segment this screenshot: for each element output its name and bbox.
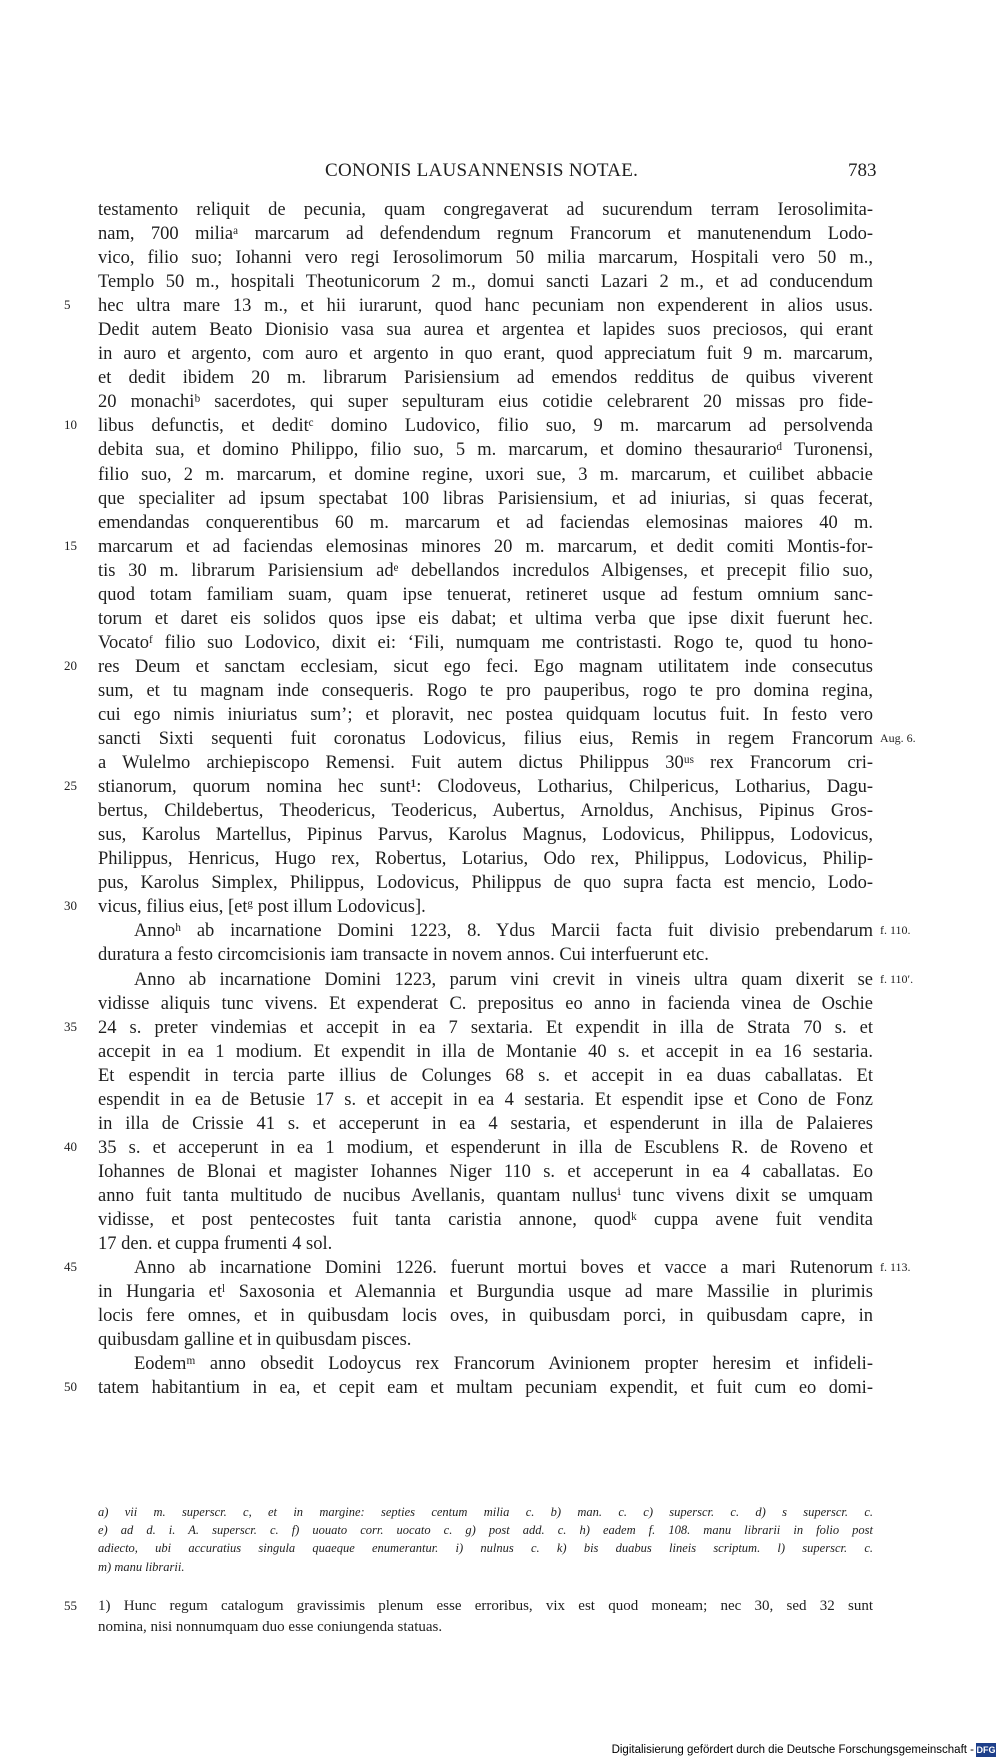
- text-line: [0, 1376, 1000, 1400]
- line-text: torum et daret eis solidos quos ipse eis dabat; et ultima verba que ipse dixit fuerunt hec.: [98, 608, 873, 629]
- text-line: [0, 943, 1000, 967]
- textual-notes: [98, 1503, 873, 1576]
- line-text: duratura a festo circomcisionis iam transacte in novem annos. Cui interfuerunt etc.: [98, 945, 709, 966]
- text-line: [0, 751, 1000, 775]
- line-text: nam, 700 miliaᵃ marcarum ad defendendum regnum Francorum et manutenendum Lodo-: [98, 224, 873, 245]
- line-text: emendandas conquerentibus 60 m. marcarum et ad faciendas elemosinas maiores 40 m.: [98, 512, 873, 533]
- text-line: [0, 679, 1000, 703]
- text-line: [0, 919, 1000, 943]
- line-text: 24 s. preter vindemias et accepit in ea 7 sextaria. Et expendit in illa de Strata 70 s. et: [98, 1017, 873, 1038]
- line-text: Vocatoᶠ filio suo Lodovico, dixit ei: ‘Fili, numquam me contristasti. Rogo te, quod tu hono-: [98, 632, 873, 653]
- line-text: Anno ab incarnatione Domini 1223, parum vini crevit in vineis ultra quam dixerit se: [134, 969, 873, 990]
- text-line: [0, 390, 1000, 414]
- line-text: in auro et argento, com auro et argento in quo erant, quod appreciatum fuit 9 m. marcarum,: [98, 344, 873, 365]
- line-text: marcarum et ad faciendas elemosinas minores 20 m. marcarum, et dedit comiti Montis-for-: [98, 536, 873, 557]
- text-line: [0, 703, 1000, 727]
- text-line: [0, 342, 1000, 366]
- line-text: vicus, filius eius, [etᵍ post illum Lodovicus].: [98, 897, 426, 918]
- digitization-credit-bar: [0, 1742, 1000, 1761]
- line-text: locis fere omnes, et in quibusdam locis oves, in quibusdam porci, in quibusdam capre, in: [98, 1306, 873, 1327]
- line-number: 55: [64, 1598, 77, 1613]
- line-text: vidisse aliquis tunc vivens. Et expenderat C. prepositus eo anno in facienda vinea de Oschie: [98, 993, 873, 1014]
- margin-note: f. 110.: [880, 923, 911, 938]
- line-text: quod totam familiam suam, quam ipse tenuerat, retineret usque ad festum omnium sanc-: [98, 584, 873, 605]
- text-line: [0, 270, 1000, 294]
- text-line: [0, 511, 1000, 535]
- text-line: [0, 655, 1000, 679]
- text-line: [0, 1016, 1000, 1040]
- text-line: [0, 1040, 1000, 1064]
- line-text: Dedit autem Beato Dionisio vasa sua aurea et argentea et lapides suos preciosos, qui erant: [98, 320, 873, 341]
- footnote-line: [0, 1596, 1000, 1617]
- page-number: 783: [848, 160, 877, 181]
- text-line: [0, 1136, 1000, 1160]
- text-line: [0, 799, 1000, 823]
- footnote-text: nomina, nisi nonnumquam duo esse coniungenda statuas.: [98, 1619, 443, 1635]
- line-text: tatem habitantium in ea, et cepit eam et multam pecuniam expendit, et fuit cum eo domi-: [98, 1378, 873, 1399]
- margin-note: f. 110′.: [880, 971, 914, 986]
- text-line: [0, 1352, 1000, 1376]
- line-text: in illa de Crissie 41 s. et acceperunt in ea 4 sestaria, et espenderunt in illa de Palaieres: [98, 1113, 873, 1134]
- line-text: sum, et tu magnam inde consequeris. Rogo te pro pauperibus, rogo te pro domina regina,: [98, 680, 873, 701]
- text-line: [0, 463, 1000, 487]
- margin-note: Aug. 6.: [880, 731, 916, 746]
- line-text: sus, Karolus Martellus, Pipinus Parvus, Karolus Magnus, Lodovicus, Philippus, Lodovicus,: [98, 825, 873, 846]
- line-text: debita sua, et domino Philippo, filio suo, 5 m. marcarum, et domino thesaurarioᵈ Turonensi,: [98, 440, 873, 461]
- line-number: 20: [64, 657, 77, 673]
- footnote: [0, 1596, 1000, 1638]
- text-line: [0, 823, 1000, 847]
- line-text: 20 monachiᵇ sacerdotes, qui super sepulturam eius cotidie celebrarent 20 missas pro fide-: [98, 392, 873, 413]
- line-text: bertus, Childebertus, Theodericus, Teodericus, Aubertus, Arnoldus, Anchisus, Pipinus Gros-: [98, 801, 873, 822]
- dfg-logo: DFG: [976, 1745, 996, 1755]
- line-text: vico, filio suo; Iohanni vero regi Ierosolimorum 50 milia marcarum, Hospitali vero 50 m.,: [98, 248, 873, 269]
- text-line: [0, 895, 1000, 919]
- text-line: [0, 318, 1000, 342]
- line-text: libus defunctis, et deditᶜ domino Ludovico, filio suo, 9 m. marcarum ad persolvenda: [98, 416, 873, 437]
- running-title: CONONIS LAUSANNENSIS NOTAE.: [325, 160, 639, 181]
- line-number: 50: [64, 1379, 77, 1395]
- text-line: [0, 992, 1000, 1016]
- line-text: accepit in ea 1 modium. Et expendit in illa de Montanie 40 s. et accepit in ea 16 sestaria.: [98, 1041, 873, 1062]
- text-line: [0, 775, 1000, 799]
- text-line: [0, 1208, 1000, 1232]
- text-line: [0, 583, 1000, 607]
- text-line: [0, 198, 1000, 222]
- line-text: cui ego nimis iniuriatus sum’; et ploravit, nec postea quidquam locutus fuit. In festo vero: [98, 704, 873, 725]
- text-line: [0, 246, 1000, 270]
- text-line: [0, 366, 1000, 390]
- text-line: [0, 1064, 1000, 1088]
- line-text: pus, Karolus Simplex, Philippus, Lodovicus, Philippus de quo supra facta est mencio, Lodo-: [98, 873, 873, 894]
- line-text: sancti Sixti sequenti fuit coronatus Lodovicus, filius eius, Remis in regem Francorum: [98, 729, 873, 750]
- line-text: et dedit ibidem 20 m. librarum Parisiensium ad emendos redditus de quibus viverent: [98, 368, 873, 389]
- text-line: [0, 1256, 1000, 1280]
- text-line: [0, 1232, 1000, 1256]
- text-line: [0, 535, 1000, 559]
- margin-note: f. 113.: [880, 1260, 911, 1275]
- text-line: [0, 727, 1000, 751]
- text-line: [0, 294, 1000, 318]
- line-text: espendit in ea de Betusie 17 s. et accepit in ea 4 sestaria. Et espendit ipse et Cono de Fonz: [98, 1089, 873, 1110]
- line-text: Anno ab incarnatione Domini 1226. fuerunt mortui boves et vacce a mari Rutenorum: [134, 1258, 873, 1279]
- note-line: adiecto, ubi accuratius singula quaeque enumerantur. i) nulnus c. k) bis duabus lineis scriptum. l) superscr. c.: [98, 1541, 873, 1556]
- footnote-line: [0, 1617, 1000, 1638]
- text-line: [0, 1328, 1000, 1352]
- line-text: que specialiter ad ipsum spectabat 100 libras Parisiensium, et ad iniurias, si quas fecerat,: [98, 488, 873, 509]
- footnote-text: 1) Hunc regum catalogum gravissimis plenum esse erroribus, vix est quod moneam; nec 30, sed 32 sunt: [98, 1598, 873, 1614]
- text-line: [0, 1184, 1000, 1208]
- line-text: Annoʰ ab incarnatione Domini 1223, 8. Ydus Marcii facta fuit divisio prebendarum: [134, 921, 873, 942]
- text-line: [0, 968, 1000, 992]
- line-number: 30: [64, 898, 77, 914]
- line-text: Eodemᵐ anno obsedit Lodoycus rex Francorum Avinionem propter heresim et infideli-: [134, 1354, 873, 1375]
- note-line: a) vii m. superscr. c, et in margine: septies centum milia c. b) man. c. c) superscr. c. d) s superscr. c.: [98, 1505, 873, 1519]
- line-number: 35: [64, 1018, 77, 1034]
- line-number: 40: [64, 1138, 77, 1154]
- line-text: Templo 50 m., hospitali Theotunicorum 2 m., domui sancti Lazari 2 m., et ad conducendum: [98, 272, 873, 293]
- line-text: Philippus, Henricus, Hugo rex, Robertus, Lotarius, Odo rex, Philippus, Lodovicus, Philip-: [98, 849, 873, 870]
- line-text: filio suo, 2 m. marcarum, et domine regine, uxori sue, 3 m. marcarum, et cuilibet abbacie: [98, 464, 873, 485]
- note-line: e) ad d. i. A. superscr. c. f) uouato corr. uocato c. g) post add. c. h) eadem f. 108. manu librarii in folio post: [98, 1523, 873, 1538]
- text-line: [0, 1088, 1000, 1112]
- line-text: vidisse, et post pentecostes fuit tanta caristia annone, quodᵏ cuppa avene fuit vendita: [98, 1209, 873, 1230]
- line-text: Iohannes de Blonai et magister Iohannes Niger 110 s. et acceperunt in ea 4 caballatas. Eo: [98, 1161, 873, 1182]
- line-text: hec ultra mare 13 m., et hii iurarunt, quod hanc pecuniam non expenderent in alios usus.: [98, 296, 873, 317]
- line-text: res Deum et sanctam ecclesiam, sicut ego feci. Ego magnam utilitatem inde consecutus: [98, 656, 873, 677]
- line-text: stianorum, quorum nomina hec sunt¹: Clodoveus, Lotharius, Chilpericus, Lotharius, Dagu-: [98, 777, 873, 798]
- line-text: quibusdam galline et in quibusdam pisces.: [98, 1330, 412, 1351]
- line-number: 15: [64, 537, 77, 553]
- text-line: [0, 1280, 1000, 1304]
- line-number: 25: [64, 778, 77, 794]
- line-text: anno fuit tanta multitudo de nucibus Avellanis, quantam nullusⁱ tunc vivens dixit se umquam: [98, 1185, 873, 1206]
- text-line: [0, 1304, 1000, 1328]
- line-text: a Wulelmo archiepiscopo Remensi. Fuit autem dictus Philippus 30ᵘˢ rex Francorum cri-: [98, 753, 873, 774]
- note-line: m) manu librarii.: [98, 1559, 185, 1574]
- text-line: [0, 487, 1000, 511]
- text-line: [0, 222, 1000, 246]
- text-line: [0, 438, 1000, 462]
- running-header: [0, 160, 1000, 186]
- line-text: in Hungaria etˡ Saxosonia et Alemannia et Burgundia usque ad mare Massilie in plurimis: [98, 1282, 873, 1303]
- text-line: [0, 871, 1000, 895]
- text-line: [0, 1112, 1000, 1136]
- text-line: [0, 607, 1000, 631]
- text-line: [0, 1160, 1000, 1184]
- text-line: [0, 631, 1000, 655]
- line-text: testamento reliquit de pecunia, quam congregaverat ad sucurendum terram Ierosolimita-: [98, 200, 873, 220]
- line-text: 17 den. et cuppa frumenti 4 sol.: [98, 1234, 333, 1255]
- main-text: [0, 198, 1000, 1400]
- text-line: [0, 559, 1000, 583]
- line-text: tis 30 m. librarum Parisiensium adᵉ debellandos incredulos Albigenses, et precepit filio suo,: [98, 560, 873, 581]
- text-line: [0, 414, 1000, 438]
- line-text: Et espendit in tercia parte illius de Colunges 68 s. et accepit in ea duas caballatas. Et: [98, 1065, 873, 1086]
- line-number: 45: [64, 1259, 77, 1275]
- line-text: 35 s. et acceperunt in ea 1 modium, et espenderunt in illa de Escublens R. de Roveno et: [98, 1137, 873, 1158]
- text-line: [0, 847, 1000, 871]
- line-number: 10: [64, 417, 77, 433]
- line-number: 5: [64, 297, 71, 313]
- credit-text: Digitalisierung gefördert durch die Deutsche Forschungsgemeinschaft -: [611, 1744, 974, 1756]
